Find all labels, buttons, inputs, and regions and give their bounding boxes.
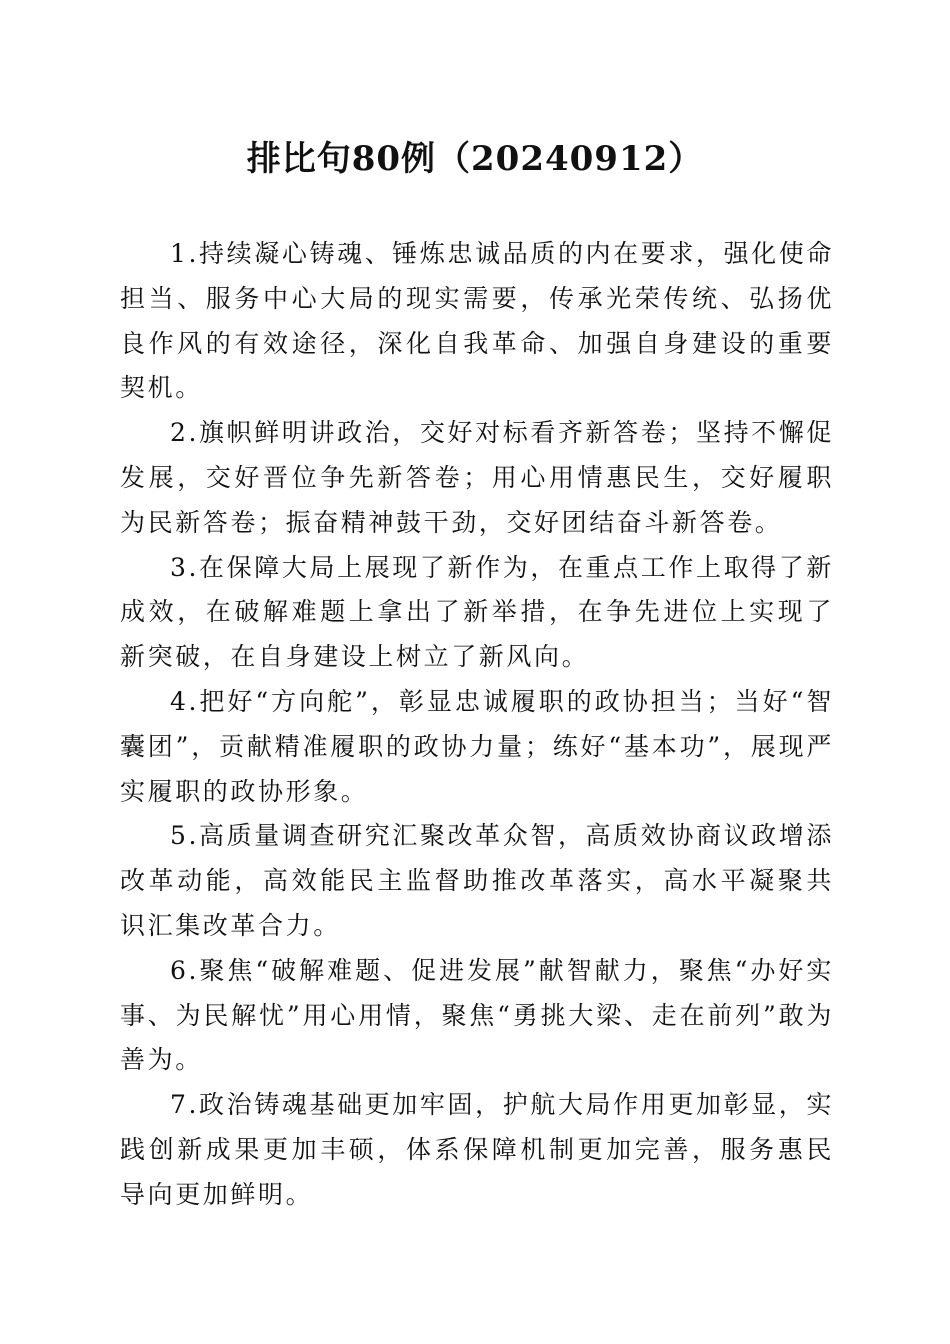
paragraph-1: 1.持续凝心铸魂、锤炼忠诚品质的内在要求，强化使命担当、服务中心大局的现实需要，传承光荣传统、弘扬优良作风的有效途径，深化自我革命、加强自身建设的重要契机。 (120, 239, 834, 403)
page-title: 排比句80例（20240912） (246, 139, 704, 179)
paragraph-4: 4.把好“方向舵”，彰显忠诚履职的政协担当；当好“智囊团”，贡献精准履职的政协力量；练好“基本功”，展现严实履职的政协形象。 (120, 686, 834, 806)
paragraph-6: 6.聚焦“破解难题、促进发展”献智献力，聚焦“办好实事、为民解忧”用心用情，聚焦“勇挑大梁、走在前列”敢为善为。 (120, 955, 834, 1075)
paragraph-5: 5.高质量调查研究汇聚改革众智，高质效协商议政增添改革动能，高效能民主监督助推改革落实，高水平凝聚共识汇集改革合力。 (120, 821, 834, 940)
document-body (120, 232, 834, 1218)
paragraph-2: 2.旗帜鲜明讲政治，交好对标看齐新答卷；坚持不懈促发展，交好晋位争先新答卷；用心用情惠民生，交好履职为民新答卷；振奋精神鼓干劲，交好团结奋斗新答卷。 (120, 418, 834, 537)
paragraph-7: 7.政治铸魂基础更加牢固，护航大局作用更加彰显，实践创新成果更加丰硕，体系保障机制更加完善，服务惠民导向更加鲜明。 (120, 1090, 834, 1209)
paragraph-3: 3.在保障大局上展现了新作为，在重点工作上取得了新成效，在破解难题上拿出了新举措，在争先进位上实现了新突破，在自身建设上树立了新风向。 (120, 552, 834, 672)
